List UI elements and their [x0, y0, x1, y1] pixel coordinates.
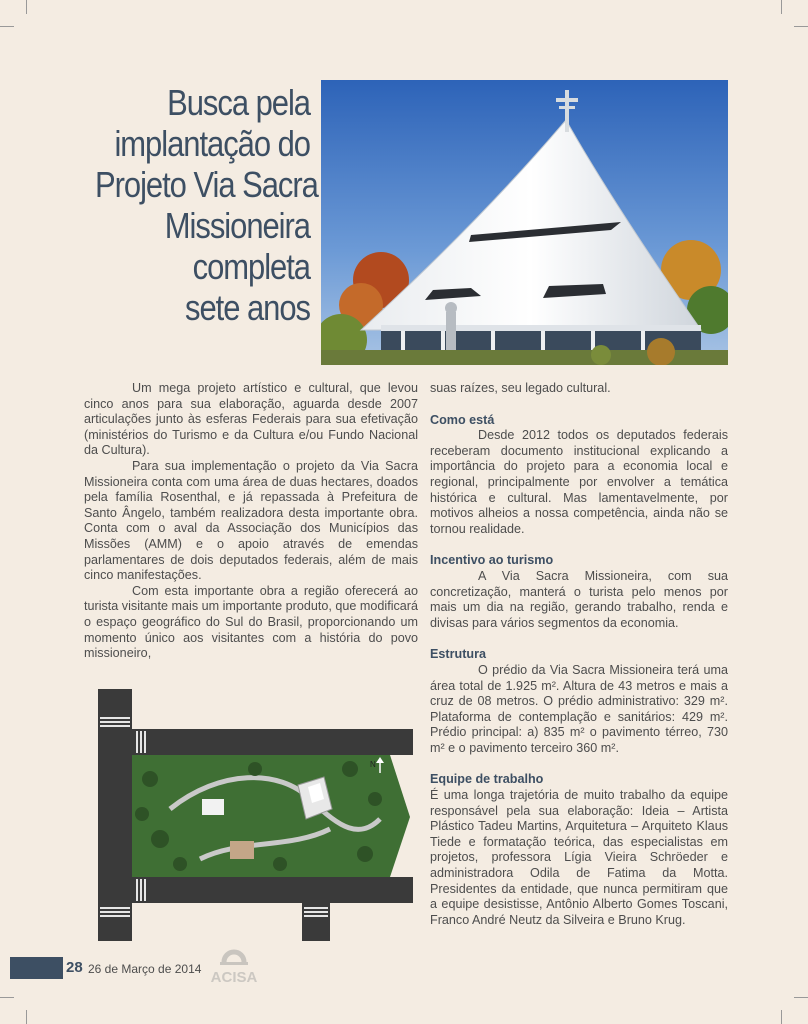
crop-mark — [0, 997, 14, 998]
headline-line: Busca pela — [167, 82, 310, 123]
article-paragraph: Um mega projeto artístico e cultural, que levou cinco anos para sua elaboração, aguarda desde 2007 articulações junto às esferas Federais para sua efetivação (ministérios do Turismo e da Cultura e/ou Fundo Nacional da Cultura). — [84, 381, 418, 458]
site-plan-image — [80, 689, 422, 941]
section-body: A Via Sacra Missioneira, com sua concretização, manterá o turista pelo menos por mais um dia na região, gerando trabalho, renda e divisas para vários segmentos da economia. — [430, 568, 728, 630]
article-column-left — [84, 381, 418, 662]
crop-mark — [26, 1010, 27, 1024]
north-label: N — [370, 760, 376, 769]
crop-mark — [794, 997, 808, 998]
section-body: É uma longa trajetória de muito trabalho da equipe responsável pela sua elaboração: Ideia – Artista Plástico Tadeu Martins, Arquitetura – Arquiteto Klaus Tiede e formatação teórica, das especialistas em projetos, professora Lígia Vieira Schröeder e administradora Odila de Fatima da Motta. Presidentes da entidade, que nunca permitiram que a equipe desistisse, Antônio Alberto Gomes Toscani, Franco André Neutz da Silveira e Bruno Krug. — [430, 788, 728, 927]
acisa-logo — [200, 942, 268, 986]
article-paragraph: Para sua implementação o projeto da Via Sacra Missioneira conta com uma área de duas hectares, doados pela família Rosenthal, e já repassada à Prefeitura de Santo Ângelo, também realizadora desta importante obra. Conta com o aval da Associação dos Municípios das Missões (AMM) e o apoio através de emendas parlamentares de dois deputados federais, além de mais cinco manifestações. — [84, 458, 418, 583]
section-heading: Como está — [430, 412, 495, 427]
headline-line: completa — [192, 246, 310, 287]
crop-mark — [794, 26, 808, 27]
crop-mark — [0, 26, 14, 27]
crop-mark — [26, 0, 27, 14]
page-number: 28 — [66, 959, 83, 976]
crop-mark — [781, 1010, 782, 1024]
headline-line: Projeto Via Sacra — [95, 164, 318, 205]
headline-line: Missioneira — [164, 205, 310, 246]
headline-line: sete anos — [185, 287, 310, 328]
crop-mark — [781, 0, 782, 14]
section-heading: Incentivo ao turismo — [430, 553, 554, 568]
article-paragraph: suas raízes, seu legado cultural. — [430, 381, 611, 395]
headline-line: implantação do — [114, 123, 310, 164]
article-headline — [95, 82, 318, 328]
section-heading: Equipe de trabalho — [430, 772, 544, 787]
section-body: Desde 2012 todos os deputados federais receberam documento institucional explicando a importância do projeto para a economia local e regional, principalmente por envolver a temática histórica e cultural. Mas lamentavelmente, por motivos alheios a nossa competência, ainda não se tornou realidade. — [430, 428, 728, 536]
section-heading: Estrutura — [430, 647, 486, 662]
church-rendering-image — [321, 80, 728, 365]
section-body: O prédio da Via Sacra Missioneira terá uma área total de 1.925 m². Altura de 43 metros e mais a cruz de 08 metros. O prédio administrativo: 329 m². Plataforma de contemplação e sanitários: 429 m². Prédio principal: a) 835 m² o pavimento térreo, 730 m² e o pavimento terceiro 360 m². — [430, 662, 728, 755]
article-column-right — [430, 381, 728, 928]
issue-date: 26 de Março de 2014 — [88, 962, 202, 976]
article-paragraph: Com esta importante obra a região oferecerá ao turista visitante mais um importante produto, que modificará o espaço geográfico do Sul do Brasil, proporcionando um momento único aos visitantes com a história do povo missioneiro, — [84, 583, 418, 661]
logo-text: ACISA — [210, 969, 258, 986]
footer-bar — [10, 957, 63, 979]
